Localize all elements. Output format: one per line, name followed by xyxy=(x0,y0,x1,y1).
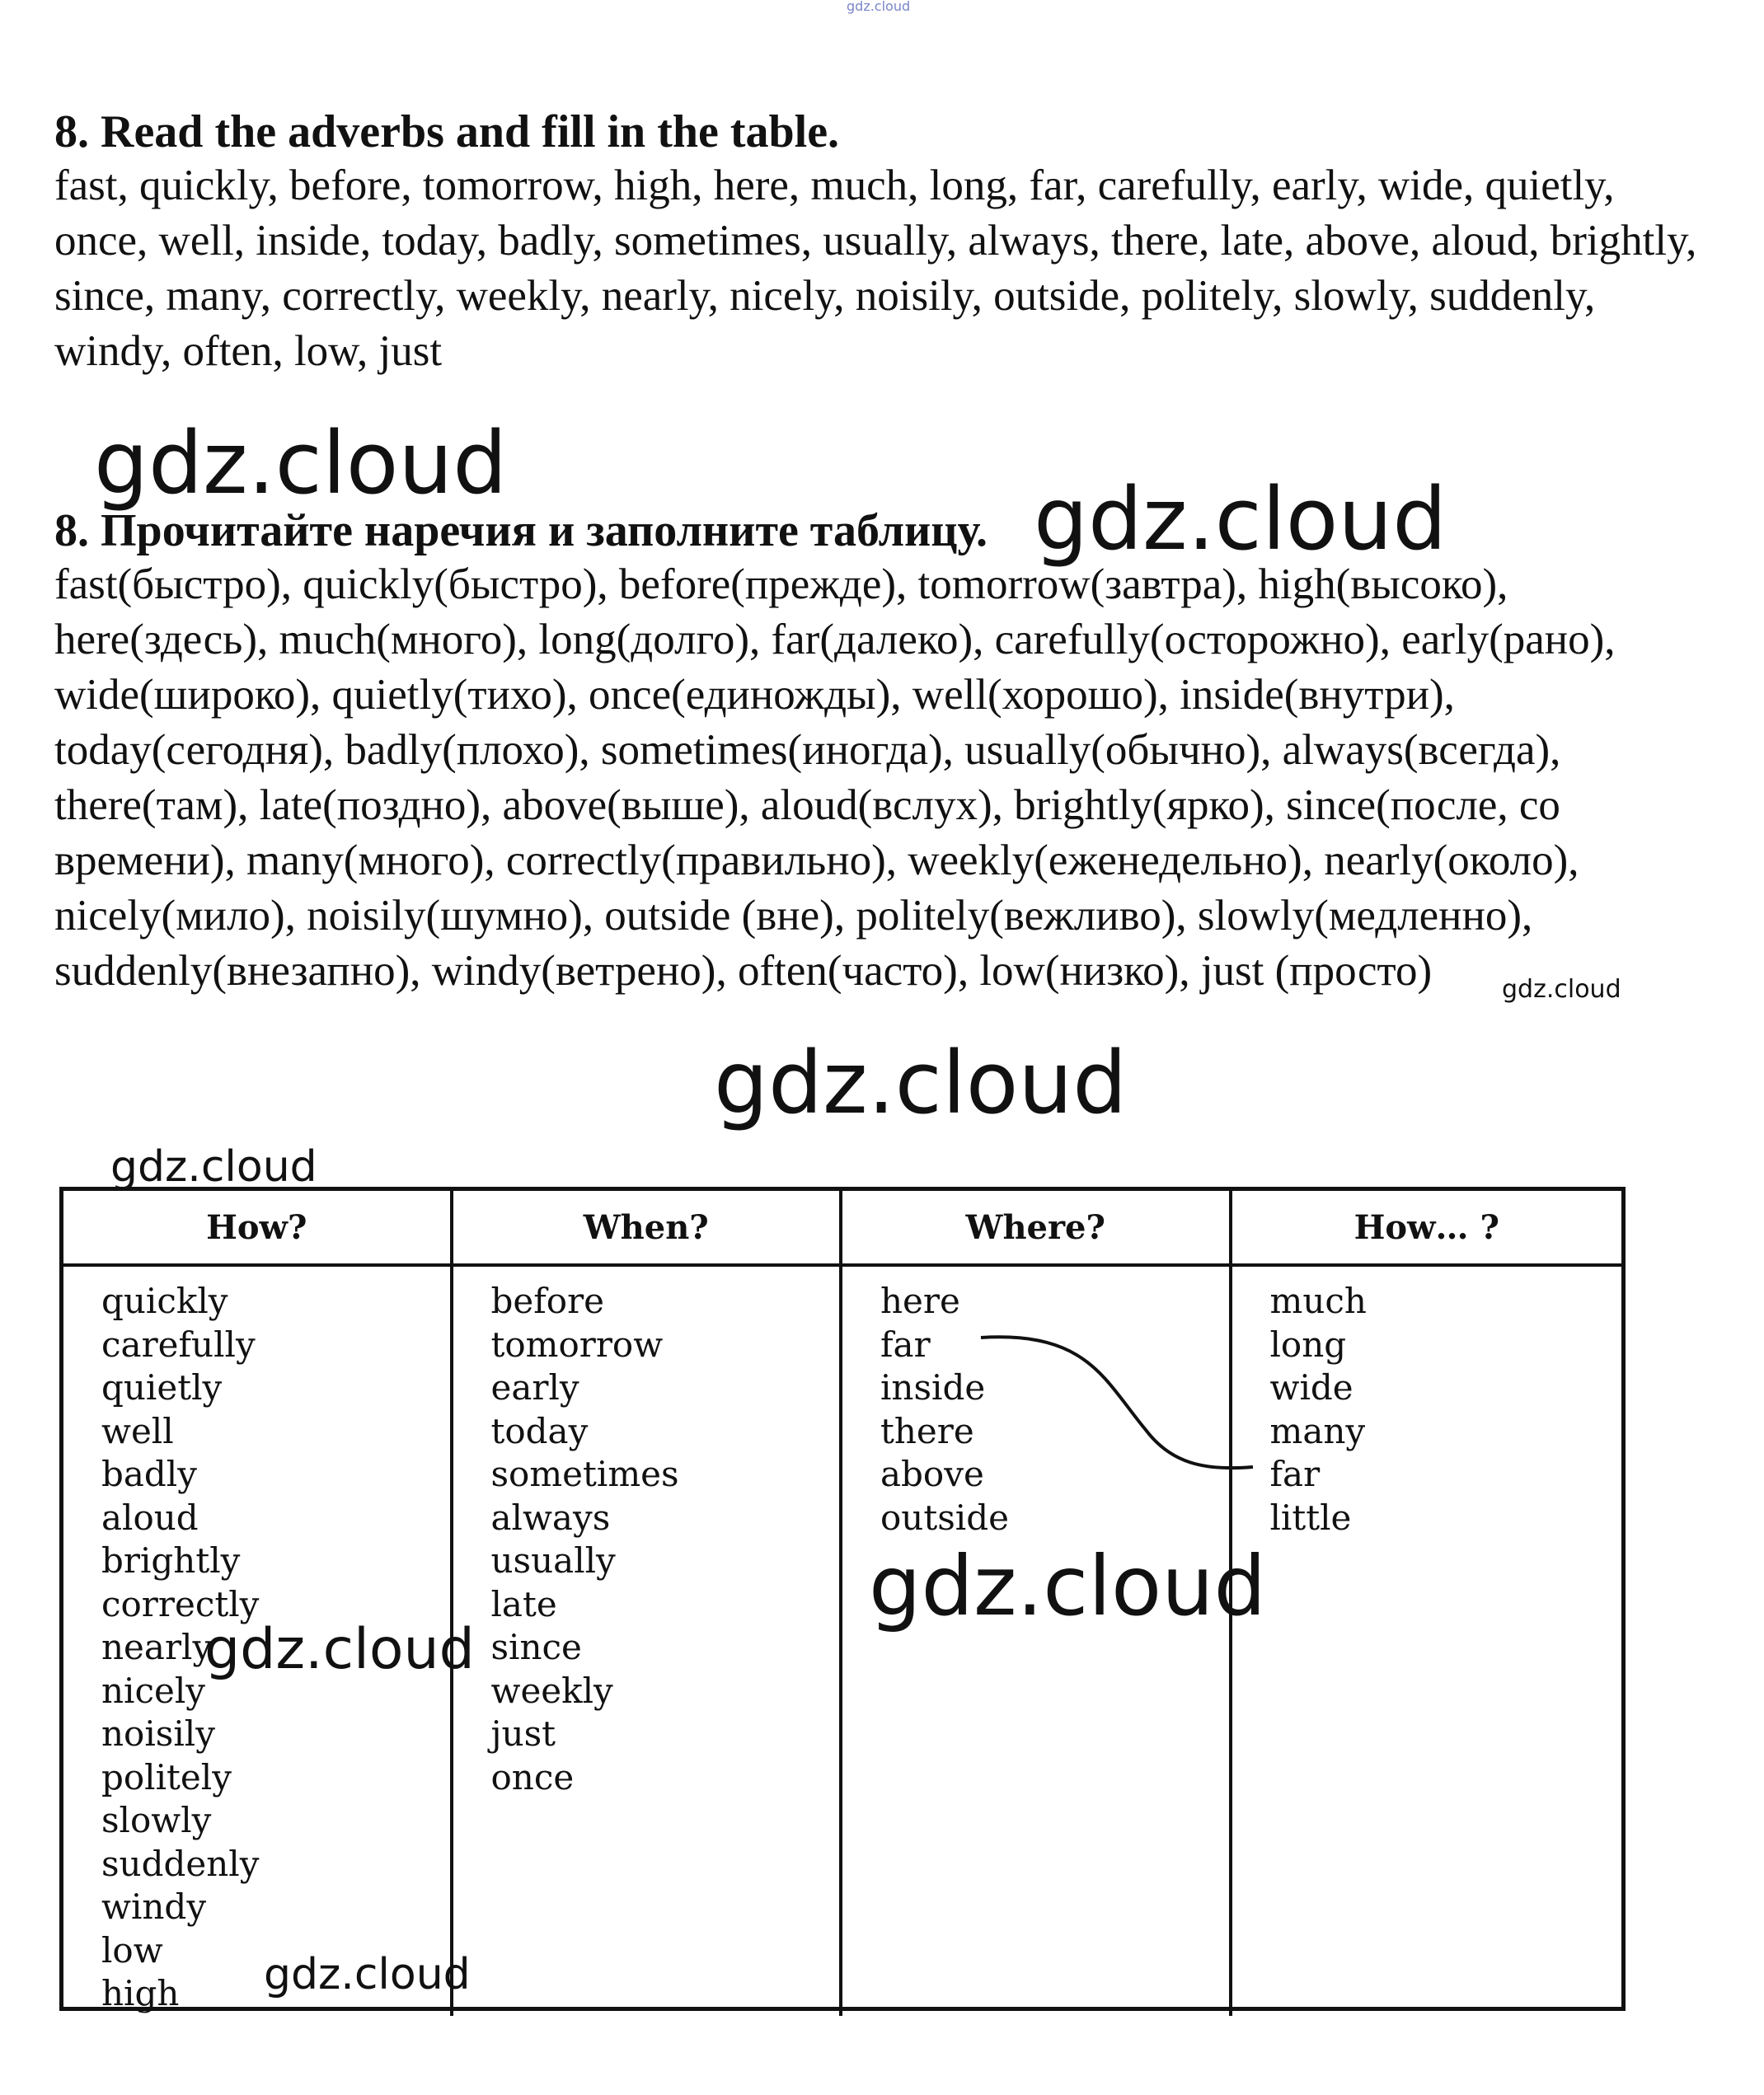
table-cell-word: today xyxy=(490,1410,589,1451)
watermark: gdz.cloud xyxy=(110,1142,317,1192)
header-where: Where? xyxy=(842,1191,1232,1267)
table-cell-word: wide xyxy=(1269,1367,1353,1408)
adverb-table xyxy=(59,1187,1626,2011)
table-cell-word: weekly xyxy=(490,1670,613,1711)
table-cell-word: before xyxy=(490,1281,605,1321)
table-cell-word: inside xyxy=(880,1367,986,1408)
table-cell-word: correctly xyxy=(101,1583,260,1624)
table-cell-word: outside xyxy=(880,1497,1009,1538)
table-cell-word: since xyxy=(490,1627,582,1667)
header-how-much: How… ? xyxy=(1232,1191,1622,1267)
task-title-english: 8. Read the adverbs and fill in the table. xyxy=(54,106,840,157)
watermark: gdz.cloud xyxy=(204,1617,475,1682)
table-cell-word: high xyxy=(101,1973,180,2013)
table-cell-word: slowly xyxy=(101,1800,212,1840)
task-english xyxy=(54,105,1703,379)
table-cell-word: badly xyxy=(101,1454,197,1494)
header-how: How? xyxy=(63,1191,453,1267)
adverb-list-english: fast, quickly, before, tomorrow, high, here, much, long, far, carefully, early, wide, quietly, once, well, inside, today, badly, sometimes, usually, always, there, late, above, aloud, brightly, since, many, correctly, weekly, nearly, nicely, noisily, outside, politely, slowly, suddenly, windy, often, low, just xyxy=(54,162,1697,375)
watermark: gdz.cloud xyxy=(1034,469,1447,569)
table-cell-word: usually xyxy=(490,1540,616,1581)
table-cell-word: long xyxy=(1269,1324,1347,1365)
column-when xyxy=(453,1267,843,2016)
table-cell-word: quickly xyxy=(101,1281,228,1321)
table-cell-word: suddenly xyxy=(101,1843,260,1884)
table-cell-word: here xyxy=(880,1281,960,1321)
table-cell-word: nearly xyxy=(101,1627,213,1667)
table-cell-word: tomorrow xyxy=(490,1324,664,1365)
table-cell-word: sometimes xyxy=(490,1454,679,1494)
watermark: gdz.cloud xyxy=(264,1950,471,1999)
table-cell-word: above xyxy=(880,1454,984,1494)
table-cell-word: late xyxy=(490,1583,557,1624)
watermark-top: gdz.cloud xyxy=(847,0,911,14)
task-title-russian: 8. Прочитайте наречия и заполните таблицу. xyxy=(54,505,988,556)
table-cell-word: just xyxy=(490,1713,556,1754)
table-cell-word: windy xyxy=(101,1886,207,1927)
task-russian xyxy=(54,504,1703,999)
watermark: gdz.cloud xyxy=(869,1538,1267,1634)
table-cell-word: there xyxy=(880,1410,974,1451)
table-cell-word: quietly xyxy=(101,1367,223,1408)
table-cell-word: aloud xyxy=(101,1497,199,1538)
table-cell-word: many xyxy=(1269,1410,1366,1451)
watermark: gdz.cloud xyxy=(1502,975,1621,1004)
table-cell-word: carefully xyxy=(101,1324,256,1365)
table-cell-word: always xyxy=(490,1497,611,1538)
watermark: gdz.cloud xyxy=(714,1033,1128,1133)
adverb-list-russian: fast(быстро), quickly(быстро), before(прежде), tomorrow(завтра), high(высоко), here(здесь), much(много), long(долго), far(далеко), carefully(осторожно), early(рано), wide(широко), quietly(тихо), once(единожды), well(хорошо), inside(внутри), today(сегодня), badly(плохо), sometimes(иногда), usually(обычно), always(всегда), there(там), late(поздно), above(выше), aloud(вслух), brightly(ярко), since(после, со времени), many(много), correctly(правильно), weekly(еженедельно), nearly(около), nicely(мило), noisily(шумно), outside (вне), politely(вежливо), slowly(медленно), suddenly(внезапно), windy(ветрено), often(часто), low(низко), just (просто) xyxy=(54,560,1616,995)
table-cell-word: early xyxy=(490,1367,579,1408)
table-cell-word: much xyxy=(1269,1281,1367,1321)
table-cell-word: noisily xyxy=(101,1713,215,1754)
column-how-much xyxy=(1232,1267,1622,2016)
header-when: When? xyxy=(453,1191,843,1267)
table-cell-word: politely xyxy=(101,1756,232,1797)
connector-line xyxy=(981,1331,1261,1479)
table-cell-word: brightly xyxy=(101,1540,241,1581)
table-cell-word: far xyxy=(880,1324,931,1365)
table-cell-word: nicely xyxy=(101,1670,206,1711)
table-cell-word: well xyxy=(101,1410,174,1451)
table-cell-word: far xyxy=(1269,1454,1321,1494)
table-cell-word: once xyxy=(490,1756,575,1797)
table-cell-word: low xyxy=(101,1929,163,1971)
table-cell-word: little xyxy=(1269,1497,1352,1538)
watermark: gdz.cloud xyxy=(94,413,508,513)
